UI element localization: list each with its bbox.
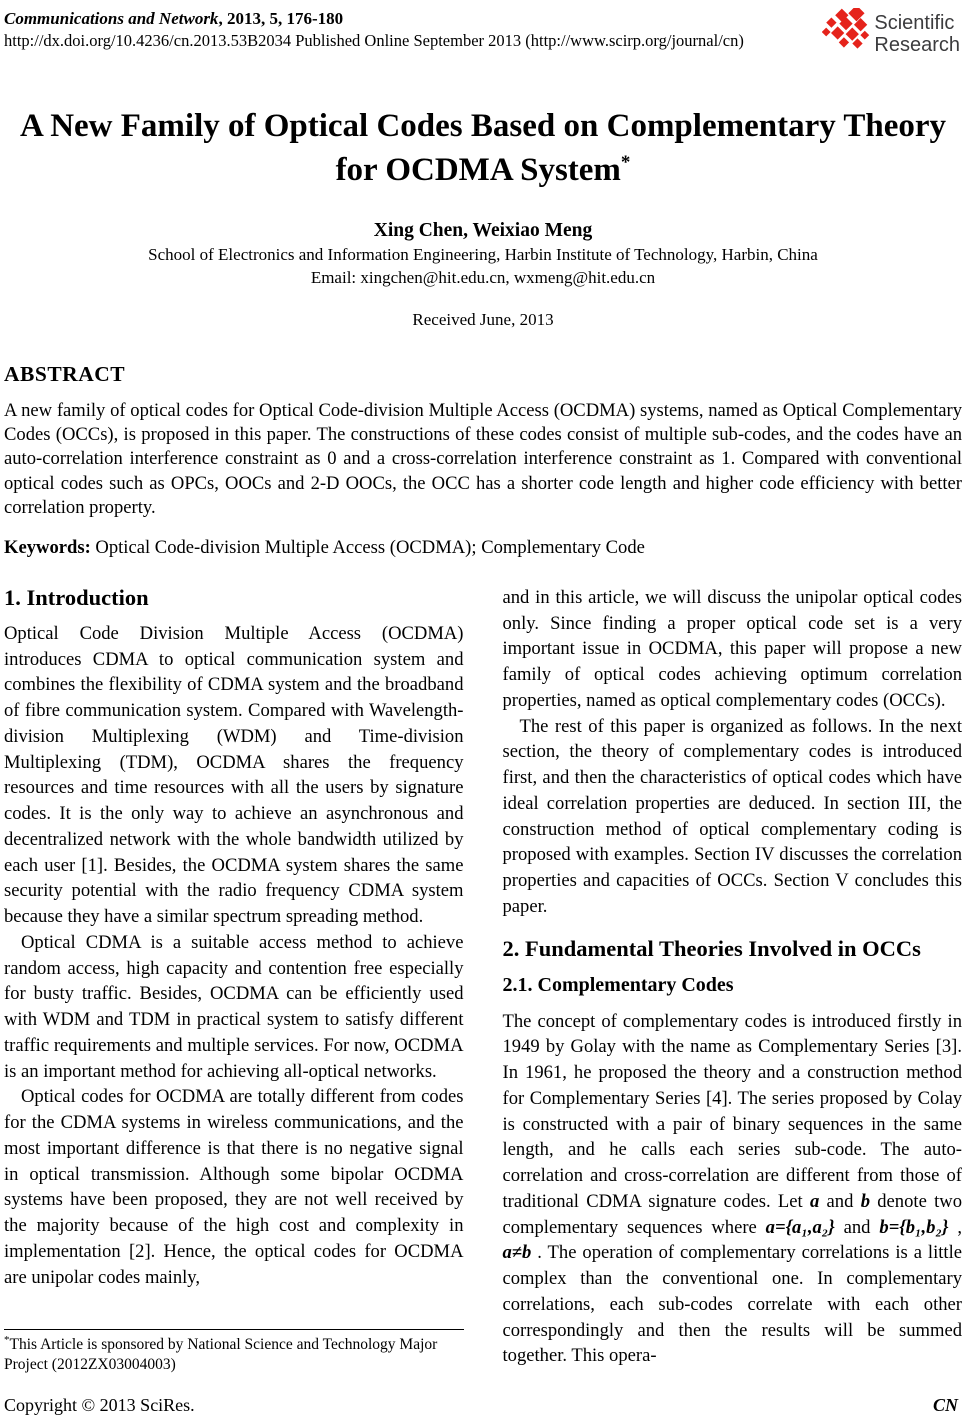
section-2-1-paragraph: The concept of complementary codes is introduced firstly in 1949 by Golay with the name as Complementary Series [3]. In 1961, he proposed the theory and a construction method for Complementary Series [4]. The series proposed by Colay is constructed with a pair of binary sequences in the same length, and he calls each series sub-code. The auto-correlation and cross-correlation are different from those of traditional CDMA signature codes. Let a and b denote two complementary sequences where a={a₁,a₂} and b={b₁,b₂} , a≠b . The operation of complementary correlations is a little complex than the conventional one. In complementary correlations, each sub-codes correlate with each other correspondingly and then the results will be summed together. This opera- xyxy=(502,1010,962,1367)
section-2-heading: 2. Fundamental Theories Involved in OCCs xyxy=(502,935,921,961)
journal-issue-info: , 2013, 5, 176-180 xyxy=(218,9,344,28)
footnote-text xyxy=(4,1333,464,1375)
page-footer xyxy=(4,1395,962,1416)
copyright-notice: Copyright © 2013 SciRes. xyxy=(4,1394,195,1415)
journal-citation-line xyxy=(4,8,744,30)
intro-paragraph-1: Optical Code Division Multiple Access (OCDMA) introduces CDMA to optical communication system and combines the flexibility of CDMA system and the broadband of fibre communication system. Compared with Wavelength-division Multiplexing (WDM) and Time-division Multiplexing (TDM), OCDMA shares the frequency resources and time resources with all the users by signature codes. It is the only way to achieve an asynchronous and decentralized network with the whole bandwidth utilized by each user [1]. Besides, the OCDMA system shares the same security potential with the radio frequency CDMA system because they have a similar spectrum spreading method. xyxy=(4,622,464,928)
page-header xyxy=(4,8,962,61)
keywords-text: Optical Code-division Multiple Access (OCDMA); Complementary Code xyxy=(90,536,645,558)
journal-name: Communications and Network xyxy=(4,9,219,28)
journal-abbreviation: CN xyxy=(932,1394,958,1415)
keywords-line xyxy=(4,537,962,559)
publisher-name xyxy=(874,13,960,56)
publisher-logo xyxy=(822,8,960,61)
keywords-label: Keywords: xyxy=(4,536,91,558)
footnote-rule xyxy=(4,1329,464,1330)
intro-paragraph-3: Optical codes for OCDMA are totally different from codes for the CDMA systems in wireless communications, and the most important difference is that there is no negative signal in optical transmission. Although some bipolar OCDMA systems have been proposed, they are not well received by the majority because of the high cost and complexity in implementation [2]. Hence, the optical codes for OCDMA are unipolar codes mainly, xyxy=(4,1086,464,1288)
section-1-heading: 1. Introduction xyxy=(4,584,149,610)
section-2-1-heading: 2.1. Complementary Codes xyxy=(502,973,734,996)
left-column xyxy=(4,585,464,1375)
email-line: Email: xingchen@hit.edu.cn, wxmeng@hit.edu.cn xyxy=(310,268,656,288)
affiliation: School of Electronics and Information Engineering, Harbin Institute of Technology, Harbin, China xyxy=(148,245,818,265)
received-date: Received June, 2013 xyxy=(412,310,554,330)
abstract-text: A new family of optical codes for Optical Code-division Multiple Access (OCDMA) systems, named as Optical Complementary Codes (OCCs), is proposed in this paper. The constructions of these codes consist of multiple sub-codes, and the codes have an auto-correlation interference constraint as 0 and a cross-correlation interference constraint as 1. Compared with conventional optical codes such as OPCs, OOCs and 2-D OOCs, the OCC has a shorter code length and higher code efficiency with better correlation property. xyxy=(4,400,962,518)
footnote-marker: * xyxy=(4,1333,10,1346)
doi-line: http://dx.doi.org/10.4236/cn.2013.53B2034 Published Online September 2013 (http://www.scirp.org/journal/cn) xyxy=(4,31,744,51)
title-footnote-marker: * xyxy=(620,151,631,173)
paper-title xyxy=(18,105,948,192)
right-paragraph-2: The rest of this paper is organized as follows. In the next section, the theory of complementary codes is introduced first, and then the characteristics of optical codes which have ideal correlation properties are deduced. In section III, the construction method of optical complementary coding is proposed with examples. Section IV discusses the correlation properties and capacities of OCCs. Section V concludes this paper. xyxy=(502,715,962,917)
intro-paragraph-2: Optical CDMA is a suitable access method to achieve random access, high capacity and contention free especially for busty traffic. Besides, OCDMA can be efficiently used with WDM and TDM in practical system to satisfy different traffic requirements and multiple services. For now, OCDMA is an important method for achieving all-optical networks. xyxy=(4,931,464,1082)
publisher-name-line1: Scientific xyxy=(874,11,955,34)
footnote-block xyxy=(4,1325,464,1375)
paper-title-text: A New Family of Optical Codes Based on Complementary Theory for OCDMA System xyxy=(19,108,947,188)
footnote-body: This Article is sponsored by National Science and Technology Major Project (2012ZX03004003) xyxy=(4,1335,438,1373)
authors: Xing Chen, Weixiao Meng xyxy=(373,220,593,242)
body-columns xyxy=(4,585,962,1375)
right-paragraph-1: and in this article, we will discuss the unipolar optical codes only. Since finding a proper optical code set is a very important issue in OCDMA, this paper will propose a new family of optical codes achieving optimum correlation properties, named as optical complementary codes (OCCs). xyxy=(502,586,962,711)
scientific-research-logo-icon xyxy=(822,8,870,61)
right-column xyxy=(503,585,963,1375)
publisher-name-line2: Research xyxy=(874,33,960,56)
abstract-heading: ABSTRACT xyxy=(4,362,126,387)
journal-citation-block xyxy=(4,8,744,52)
